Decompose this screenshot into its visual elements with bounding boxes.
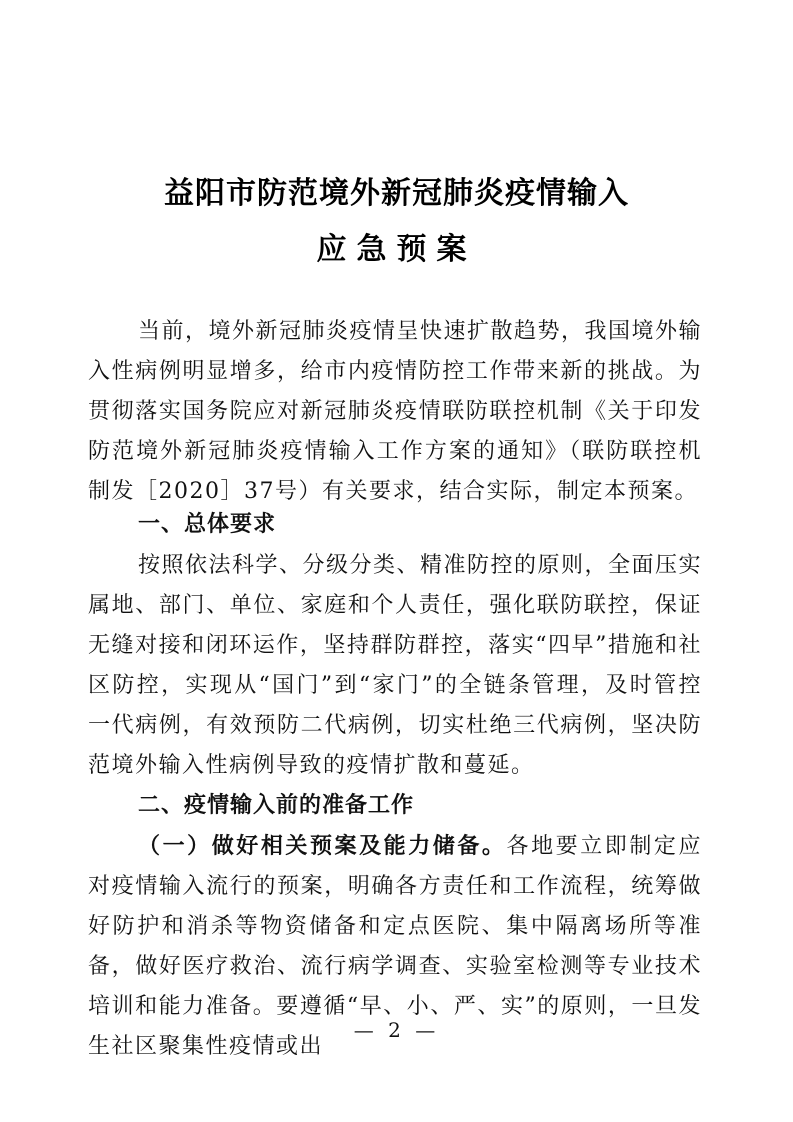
section1-paragraph: 按照依法科学、分级分类、精准防控的原则，全面压实属地、部门、单位、家庭和个人责任，强化联防联控，保证无缝对接和闭环运作，坚持群防群控，落实“四早”措施和社区防控，实现从“国门”到“家门”的全链条管理，及时管控一代病例，有效预防二代病例，切实杜绝三代病例，坚决防范境外输入性病例导致的疫情扩散和蔓延。 (88, 553, 703, 778)
section1-heading: 一、总体要求 (138, 512, 277, 537)
section2-sub-heading: （一）做好相关预案及能力储备。 (138, 833, 507, 859)
section2-sub-body: 各地要立即制定应对疫情输入流行的预案，明确各方责任和工作流程，统筹做好防护和消杀等物资储备和定点医院、集中隔离场所等准备，做好医疗救治、流行病学调查、实验室检测等专业技术培训和能力准备。要遵循“早、小、严、实”的原则，一旦发生社区聚集性疫情或出 (88, 834, 702, 1059)
document-title-line1: 益阳市防范境外新冠肺炎疫情输入 (164, 176, 629, 211)
intro-paragraph: 当前，境外新冠肺炎疫情呈快速扩散趋势，我国境外输入性病例明显增多，给市内疫情防控工作带来新的挑战。为贯彻落实国务院应对新冠肺炎疫情联防联控机制《关于印发防范境外新冠肺炎疫情输入工作方案的通知》（联防联控机制发［2020］37号）有关要求，结合实际，制定本预案。 (88, 319, 703, 504)
document-title-line2: 应急预案 (316, 232, 477, 267)
page-number: — 2 — (353, 1018, 440, 1042)
section2-heading: 二、疫情输入前的准备工作 (138, 793, 415, 818)
